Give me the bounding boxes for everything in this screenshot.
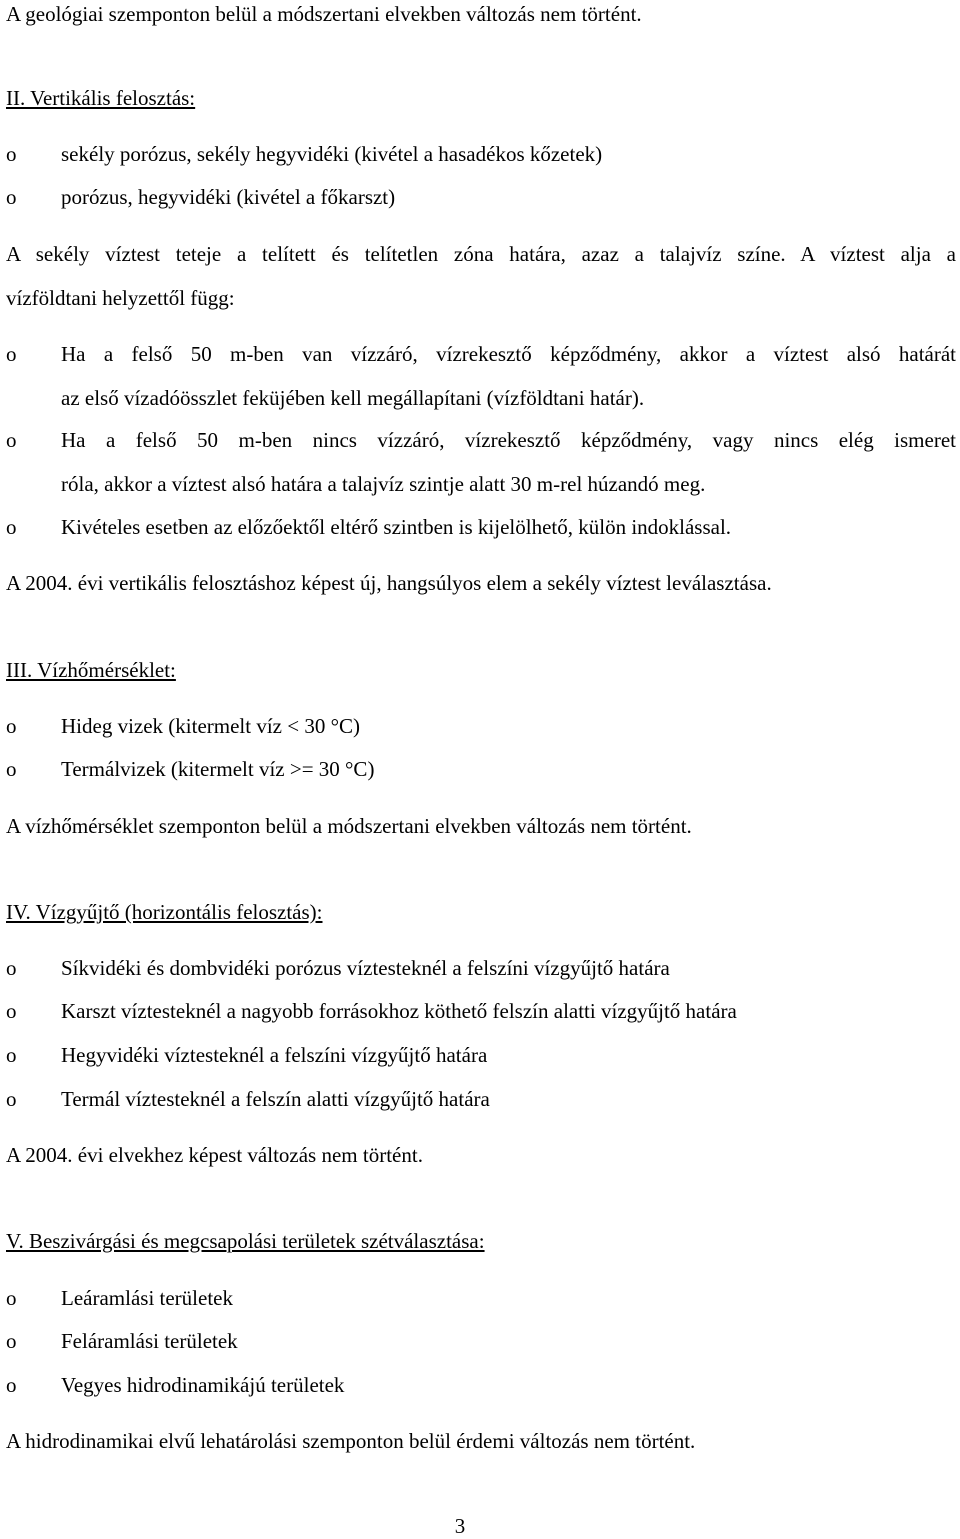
list-item: Síkvidéki és dombvidéki porózus víztesteknél a felszíni vízgyűjtő határa	[61, 956, 670, 980]
section-heading-recharge: V. Beszivárgási és megcsapolási területek szétválasztása:	[6, 1229, 485, 1253]
bullet-marker: o	[6, 757, 17, 781]
list-item: Leáramlási területek	[61, 1286, 233, 1310]
bullet-marker: o	[6, 1373, 17, 1397]
list-item: Karszt víztesteknél a nagyobb forrásokhoz köthető felszín alatti vízgyűjtő határa	[61, 999, 737, 1023]
list-item-line: Ha a felső 50 m-ben van vízzáró, vízrekesztő képződmény, akkor a víztest alsó határát	[61, 342, 956, 366]
bullet-marker: o	[6, 1286, 17, 1310]
section-summary: A 2004. évi vertikális felosztáshoz képest új, hangsúlyos elem a sekély víztest leválasztása.	[6, 571, 772, 595]
page-number: 3	[454, 1514, 466, 1538]
list-item: Termál víztesteknél a felszín alatti vízgyűjtő határa	[61, 1087, 490, 1111]
list-item: Hideg vizek (kitermelt víz < 30 °C)	[61, 714, 360, 738]
intro-paragraph: A geológiai szemponton belül a módszertani elvekben változás nem történt.	[6, 2, 642, 26]
list-item-line: Kivételes esetben az előzőektől eltérő szintben is kijelölhető, külön indoklással.	[61, 515, 732, 539]
section-heading-catchment: IV. Vízgyűjtő (horizontális felosztás):	[6, 900, 323, 924]
list-item-line: Ha a felső 50 m-ben nincs vízzáró, vízrekesztő képződmény, vagy nincs elég ismeret	[61, 428, 956, 452]
paragraph-line: A sekély víztest teteje a telített és telítetlen zóna határa, azaz a talajvíz színe. A víztest alja a	[6, 242, 956, 266]
bullet-marker: o	[6, 956, 17, 980]
list-item: Hegyvidéki víztesteknél a felszíni vízgyűjtő határa	[61, 1043, 488, 1067]
section-summary: A vízhőmérséklet szemponton belül a módszertani elvekben változás nem történt.	[6, 814, 692, 838]
section-heading-temperature: III. Vízhőmérséklet:	[6, 658, 176, 682]
section-heading-vertical: II. Vertikális felosztás:	[6, 86, 196, 110]
list-item-line: az első vízadóösszlet feküjében kell megállapítani (vízföldtani határ).	[61, 386, 645, 410]
list-item: Vegyes hidrodinamikájú területek	[61, 1373, 345, 1397]
paragraph-line: vízföldtani helyzettől függ:	[6, 286, 235, 310]
list-item: Feláramlási területek	[61, 1329, 238, 1353]
list-item: porózus, hegyvidéki (kivétel a főkarszt)	[61, 185, 396, 209]
bullet-marker: o	[6, 1043, 17, 1067]
list-item: sekély porózus, sekély hegyvidéki (kivétel a hasadékos kőzetek)	[61, 142, 603, 166]
bullet-marker: o	[6, 142, 17, 166]
bullet-marker: o	[6, 515, 17, 539]
bullet-marker: o	[6, 1329, 17, 1353]
bullet-marker: o	[6, 714, 17, 738]
bullet-marker: o	[6, 999, 17, 1023]
bullet-marker: o	[6, 428, 17, 452]
bullet-marker: o	[6, 185, 17, 209]
list-item-line: róla, akkor a víztest alsó határa a talajvíz szintje alatt 30 m-rel húzandó meg.	[61, 472, 706, 496]
section-summary: A 2004. évi elvekhez képest változás nem történt.	[6, 1143, 423, 1167]
section-summary: A hidrodinamikai elvű lehatárolási szemponton belül érdemi változás nem történt.	[6, 1429, 696, 1453]
bullet-marker: o	[6, 342, 17, 366]
bullet-marker: o	[6, 1087, 17, 1111]
list-item: Termálvizek (kitermelt víz >= 30 °C)	[61, 757, 375, 781]
